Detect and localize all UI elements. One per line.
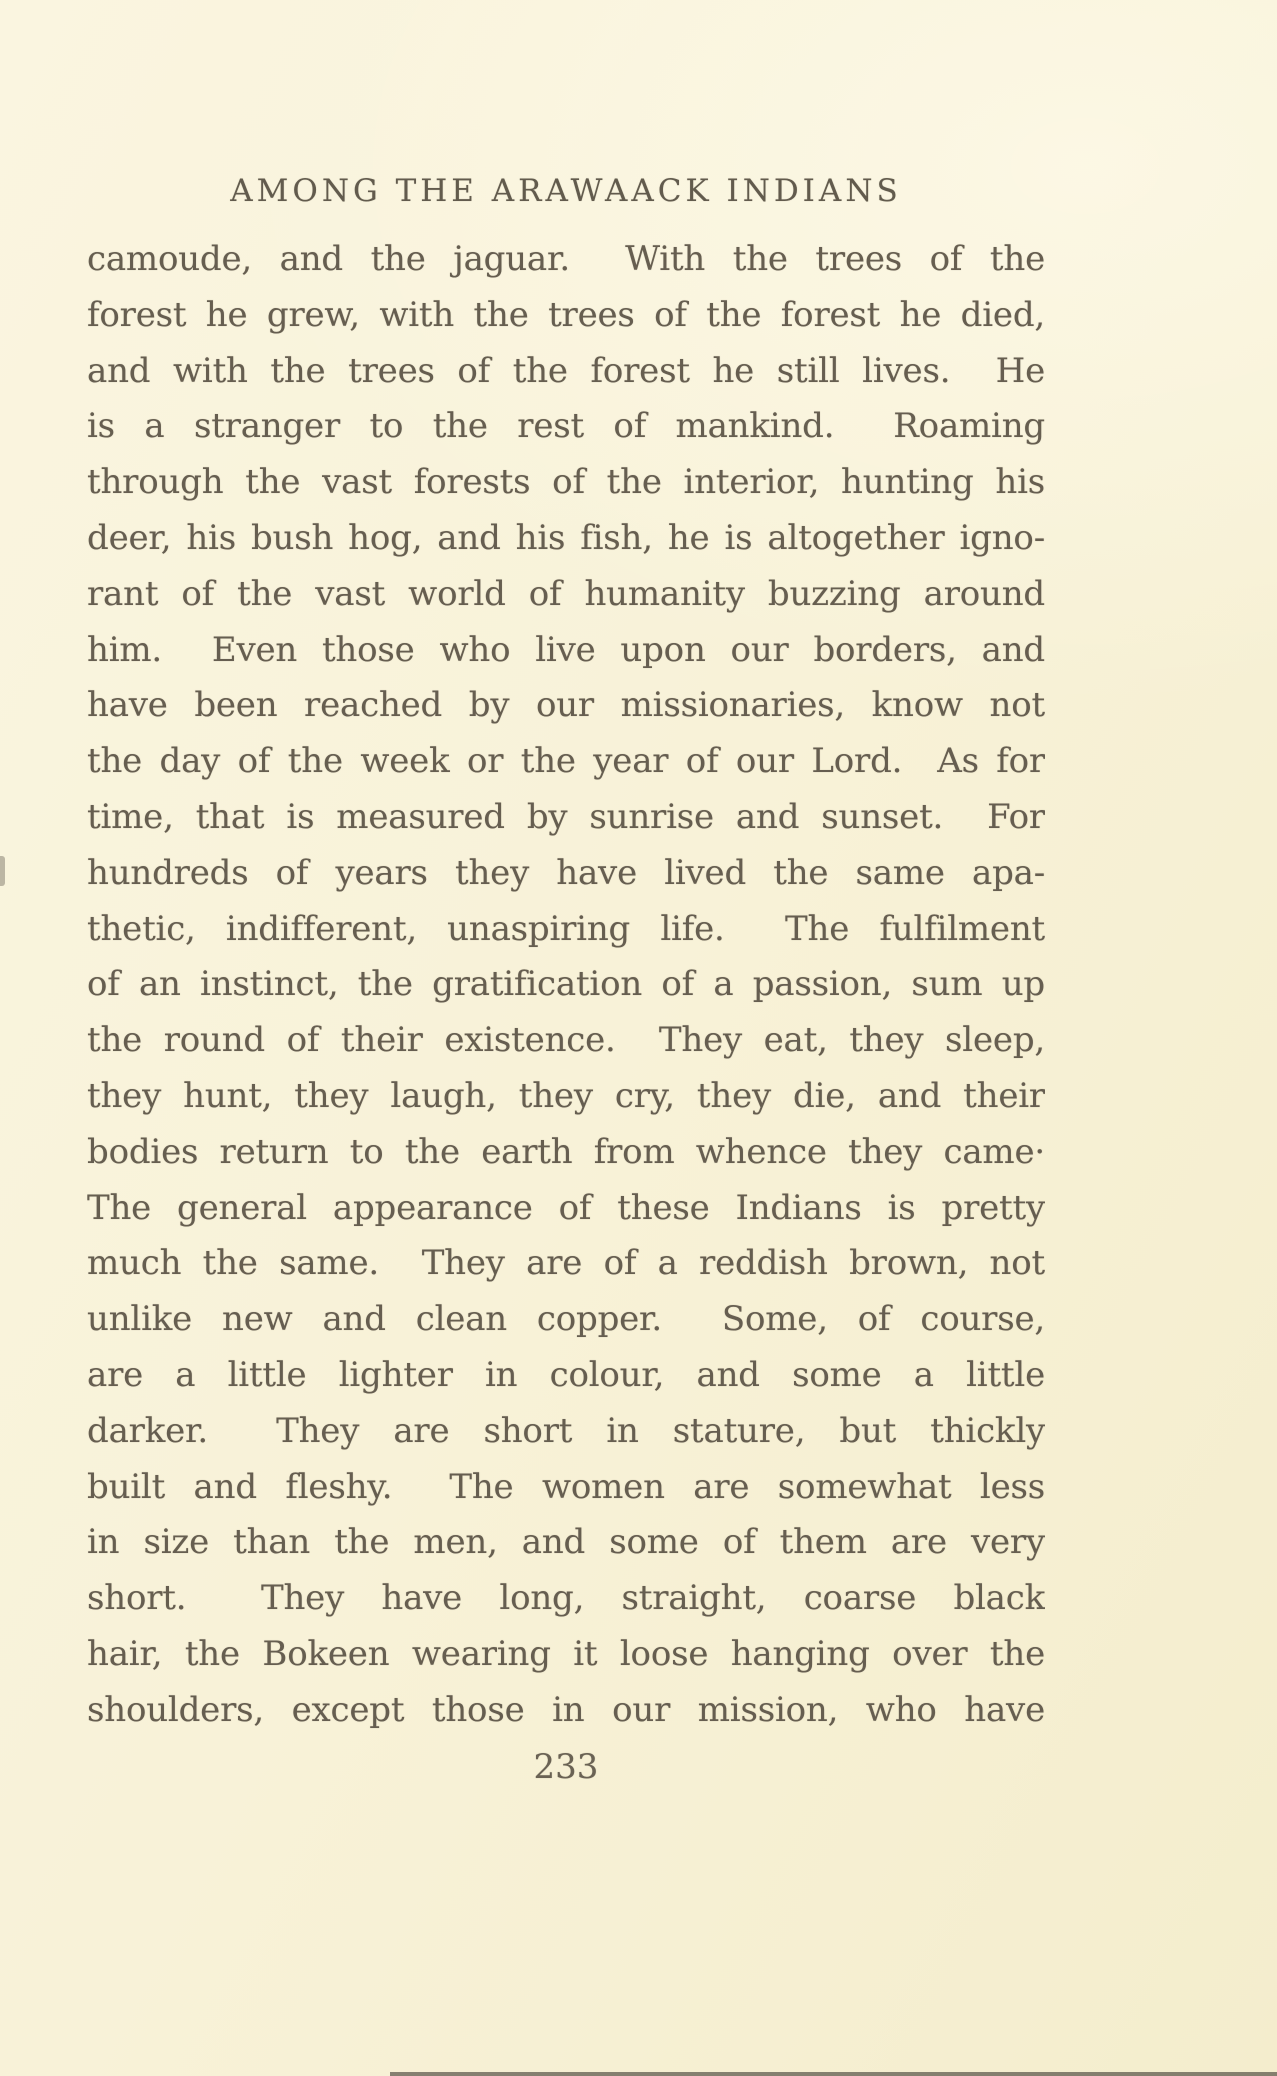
- text-line: darker. They are short in stature, but thickly: [87, 1410, 1045, 1451]
- page-number: 233: [533, 1747, 599, 1787]
- text-line: much the same. They are of a reddish brown, not: [87, 1243, 1045, 1284]
- text-line: unlike new and clean copper. Some, of course,: [87, 1299, 1045, 1340]
- text-line: The general appearance of these Indians is pretty: [87, 1187, 1045, 1228]
- scan-artifact-speck: [0, 856, 5, 886]
- text-line: thetic, indifferent, unaspiring life. The fulfilment: [87, 908, 1045, 949]
- text-line: and with the trees of the forest he still lives. He: [87, 350, 1045, 391]
- text-line: bodies return to the earth from whence they came·: [87, 1131, 1045, 1172]
- text-line: short. They have long, straight, coarse black: [87, 1578, 1045, 1619]
- text-line: time, that is measured by sunrise and sunset. For: [87, 796, 1045, 837]
- text-line: camoude, and the jaguar. With the trees of the: [87, 239, 1045, 279]
- text-line: is a stranger to the rest of mankind. Roaming: [87, 406, 1045, 447]
- text-block: [87, 232, 1045, 1739]
- text-line: forest he grew, with the trees of the forest he died,: [87, 294, 1045, 335]
- text-line: the round of their existence. They eat, they sleep,: [87, 1020, 1045, 1061]
- text-line: through the vast forests of the interior, hunting his: [87, 462, 1045, 503]
- text-line: him. Even those who live upon our borders, and: [87, 629, 1045, 670]
- text-line: rant of the vast world of humanity buzzing around: [87, 573, 1045, 614]
- text-line: hair, the Bokeen wearing it loose hanging over the: [87, 1633, 1045, 1674]
- text-line: are a little lighter in colour, and some a little: [87, 1354, 1045, 1395]
- text-line: deer, his bush hog, and his fish, he is altogether igno-: [87, 517, 1045, 558]
- text-line: of an instinct, the gratification of a passion, sum up: [87, 964, 1045, 1005]
- text-line: they hunt, they laugh, they cry, they die, and their: [87, 1075, 1045, 1116]
- text-line: have been reached by our missionaries, know not: [87, 685, 1045, 726]
- text-line: the day of the week or the year of our Lord. As for: [87, 741, 1045, 782]
- text-line: hundreds of years they have lived the same apa-: [87, 852, 1045, 893]
- text-line: in size than the men, and some of them are very: [87, 1522, 1045, 1563]
- running-head: AMONG THE ARAWAACK INDIANS: [230, 173, 902, 209]
- text-line: built and fleshy. The women are somewhat less: [87, 1466, 1045, 1507]
- text-line: shoulders, except those in our mission, who have: [87, 1689, 1045, 1730]
- scan-artifact-edge: [390, 2072, 1277, 2076]
